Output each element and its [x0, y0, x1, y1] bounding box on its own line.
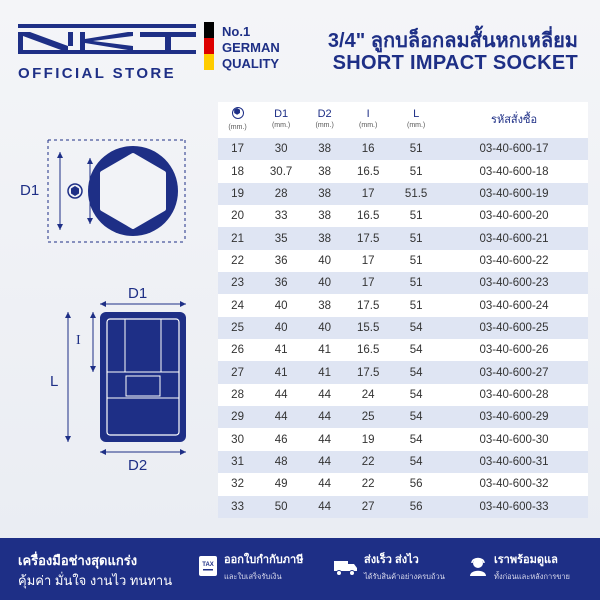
support-agent-icon — [466, 554, 490, 578]
table-header-row — [218, 102, 588, 138]
table-cell: 50 — [257, 496, 305, 518]
table-cell: 18 — [218, 160, 257, 182]
table-row — [218, 496, 588, 518]
socket-top-view — [48, 140, 185, 242]
table-cell: 16.5 — [344, 339, 392, 361]
table-cell: 17.5 — [344, 294, 392, 316]
table-body — [218, 138, 588, 518]
table-cell: 03-40-600-18 — [440, 160, 588, 182]
table-cell: 03-40-600-25 — [440, 317, 588, 339]
footer-item-support — [494, 550, 570, 583]
table-cell: 44 — [305, 473, 344, 495]
table-cell: 20 — [218, 205, 257, 227]
table-cell: 38 — [305, 160, 344, 182]
table-cell: 49 — [257, 473, 305, 495]
i-label: I — [76, 333, 81, 348]
footer-item-title: เราพร้อมดูแล — [494, 554, 558, 566]
table-cell: 54 — [392, 317, 440, 339]
table-row — [218, 227, 588, 249]
table-cell: 41 — [257, 339, 305, 361]
table-cell: 38 — [305, 294, 344, 316]
tax-icon-text: TAX — [202, 562, 214, 568]
footer-subtagline: คุ้มค่า มั่นใจ งานไว ทนทาน — [18, 573, 173, 588]
table-cell: 26 — [218, 339, 257, 361]
table-cell: 17 — [218, 138, 257, 160]
table-cell: 17.5 — [344, 361, 392, 383]
product-title-english: SHORT IMPACT SOCKET — [332, 52, 578, 74]
table-cell: 25 — [218, 317, 257, 339]
table-cell: 27 — [218, 361, 257, 383]
official-store-label: OFFICIAL STORE — [18, 65, 177, 82]
badge-line-3: QUALITY — [222, 56, 280, 71]
table-cell: 17 — [344, 183, 392, 205]
table-cell: 03-40-600-29 — [440, 406, 588, 428]
table-cell: 36 — [257, 272, 305, 294]
table-cell: 54 — [392, 406, 440, 428]
table-cell: 56 — [392, 496, 440, 518]
table-cell: 28 — [218, 384, 257, 406]
table-cell: 44 — [305, 428, 344, 450]
table-header-cell — [218, 102, 257, 138]
header-label: รหัสสั่งซื้อ — [491, 114, 538, 126]
table-cell: 30 — [257, 138, 305, 160]
table-cell: 38 — [305, 138, 344, 160]
table-cell: 24 — [218, 294, 257, 316]
table-cell: 38 — [305, 183, 344, 205]
table-cell: 03-40-600-23 — [440, 272, 588, 294]
table-cell: 03-40-600-21 — [440, 227, 588, 249]
table-cell: 40 — [257, 294, 305, 316]
table-cell: 44 — [257, 406, 305, 428]
table-cell: 16 — [344, 138, 392, 160]
table-cell: 33 — [257, 205, 305, 227]
header-unit: (mm.) — [271, 122, 291, 129]
table-cell: 54 — [392, 361, 440, 383]
table-cell: 25 — [344, 406, 392, 428]
table-cell: 38 — [305, 205, 344, 227]
table-cell: 54 — [392, 428, 440, 450]
table-row — [218, 317, 588, 339]
l-label: L — [50, 373, 59, 390]
table-cell: 03-40-600-24 — [440, 294, 588, 316]
delivery-truck-icon — [332, 554, 356, 578]
table-cell: 24 — [344, 384, 392, 406]
table-cell: 44 — [305, 451, 344, 473]
table-cell: 35 — [257, 227, 305, 249]
table-cell: 19 — [344, 428, 392, 450]
table-cell: 30 — [218, 428, 257, 450]
footer-item-subtitle: ได้รับสินค้าอย่างครบถ้วน — [364, 572, 445, 581]
technical-drawing — [0, 100, 210, 560]
table-cell: 16.5 — [344, 160, 392, 182]
table-cell: 51 — [392, 294, 440, 316]
table-cell: 03-40-600-20 — [440, 205, 588, 227]
table-cell: 56 — [392, 473, 440, 495]
table-header-cell — [305, 102, 344, 138]
table-cell: 51 — [392, 160, 440, 182]
footer-item-title: ออกใบกำกับภาษี — [224, 554, 304, 566]
table-cell: 03-40-600-28 — [440, 384, 588, 406]
d1-top-label: D1 — [128, 285, 148, 302]
table-cell: 28 — [257, 183, 305, 205]
table-cell: 03-40-600-17 — [440, 138, 588, 160]
nkt-logo — [18, 22, 196, 82]
table-cell: 03-40-600-19 — [440, 183, 588, 205]
table-cell: 44 — [305, 406, 344, 428]
table-cell: 36 — [257, 250, 305, 272]
table-cell: 22 — [344, 451, 392, 473]
header-label: D2 — [317, 108, 332, 120]
table-cell: 41 — [257, 361, 305, 383]
header-label: D1 — [274, 108, 289, 120]
d2-label: D2 — [128, 457, 148, 474]
table-row — [218, 183, 588, 205]
table-cell: 40 — [305, 250, 344, 272]
table-cell: 46 — [257, 428, 305, 450]
table-cell: 51 — [392, 272, 440, 294]
table-cell: 16.5 — [344, 205, 392, 227]
table-header-cell — [392, 102, 440, 138]
table-cell: 32 — [218, 473, 257, 495]
table-row — [218, 250, 588, 272]
table-row — [218, 473, 588, 495]
table-cell: 17 — [344, 250, 392, 272]
table-cell: 27 — [344, 496, 392, 518]
table-cell: 21 — [218, 227, 257, 249]
table-row — [218, 406, 588, 428]
table-row — [218, 160, 588, 182]
header-unit: (mm.) — [228, 123, 247, 131]
table-cell: 03-40-600-27 — [440, 361, 588, 383]
table-cell: 17 — [344, 272, 392, 294]
header-label: L — [413, 108, 420, 120]
table-cell: 40 — [305, 317, 344, 339]
table-cell: 48 — [257, 451, 305, 473]
nkt-logo-mark — [18, 22, 196, 56]
badge-line-2: GERMAN — [222, 40, 280, 55]
table-cell: 23 — [218, 272, 257, 294]
table-cell: 03-40-600-32 — [440, 473, 588, 495]
d1-side-label: D1 — [20, 182, 40, 199]
header-unit: (mm.) — [406, 122, 426, 129]
header-unit: (mm.) — [315, 122, 334, 129]
table-cell: 22 — [344, 473, 392, 495]
table-cell: 30.7 — [257, 160, 305, 182]
table-cell: 54 — [392, 384, 440, 406]
table-cell: 03-40-600-22 — [440, 250, 588, 272]
spec-table — [218, 102, 588, 518]
table-cell: 54 — [392, 451, 440, 473]
german-flag-icon — [204, 22, 214, 70]
footer-tagline: เครื่องมือช่างสุดแกร่ง — [18, 553, 138, 568]
footer-item-shipping — [364, 550, 445, 583]
table-cell: 03-40-600-33 — [440, 496, 588, 518]
table-row — [218, 272, 588, 294]
header-unit: (mm.) — [359, 122, 378, 129]
footer-item-subtitle: ทั้งก่อนและหลังการขาย — [494, 572, 570, 581]
footer-item-tax — [224, 550, 303, 583]
socket-side-view — [50, 285, 186, 474]
quality-badge — [222, 24, 280, 72]
table-cell: 15.5 — [344, 317, 392, 339]
table-cell: 03-40-600-31 — [440, 451, 588, 473]
table-cell: 44 — [305, 496, 344, 518]
header-label: I — [366, 108, 370, 120]
footer-item-title: ส่งเร็ว ส่งไว — [364, 554, 419, 566]
table-cell: 17.5 — [344, 227, 392, 249]
table-cell: 40 — [257, 317, 305, 339]
table-cell: 51 — [392, 205, 440, 227]
table-row — [218, 339, 588, 361]
table-cell: 03-40-600-26 — [440, 339, 588, 361]
table-row — [218, 138, 588, 160]
table-cell: 38 — [305, 227, 344, 249]
table-header-cell — [257, 102, 305, 138]
table-cell: 31 — [218, 451, 257, 473]
table-row — [218, 361, 588, 383]
table-cell: 29 — [218, 406, 257, 428]
table-header-cell — [440, 102, 588, 138]
product-title-thai: 3/4" ลูกบล็อกลมสั้นหกเหลี่ยม — [327, 30, 578, 52]
table-cell: 40 — [305, 272, 344, 294]
table-cell: 44 — [305, 384, 344, 406]
table-row — [218, 384, 588, 406]
table-row — [218, 294, 588, 316]
table-cell: 22 — [218, 250, 257, 272]
table-cell: 51 — [392, 138, 440, 160]
table-cell: 51 — [392, 250, 440, 272]
table-cell: 54 — [392, 339, 440, 361]
table-row — [218, 451, 588, 473]
table-cell: 51.5 — [392, 183, 440, 205]
table-header-cell — [344, 102, 392, 138]
table-row — [218, 428, 588, 450]
table-cell: 41 — [305, 361, 344, 383]
table-cell: 19 — [218, 183, 257, 205]
badge-line-1: No.1 — [222, 24, 251, 39]
table-row — [218, 205, 588, 227]
tax-invoice-icon — [196, 554, 220, 578]
table-cell: 03-40-600-30 — [440, 428, 588, 450]
table-cell: 33 — [218, 496, 257, 518]
hex-size-icon — [232, 107, 244, 119]
table-cell: 41 — [305, 339, 344, 361]
table-cell: 44 — [257, 384, 305, 406]
footer-item-subtitle: และใบเสร็จรับเงิน — [224, 572, 282, 581]
table-cell: 51 — [392, 227, 440, 249]
